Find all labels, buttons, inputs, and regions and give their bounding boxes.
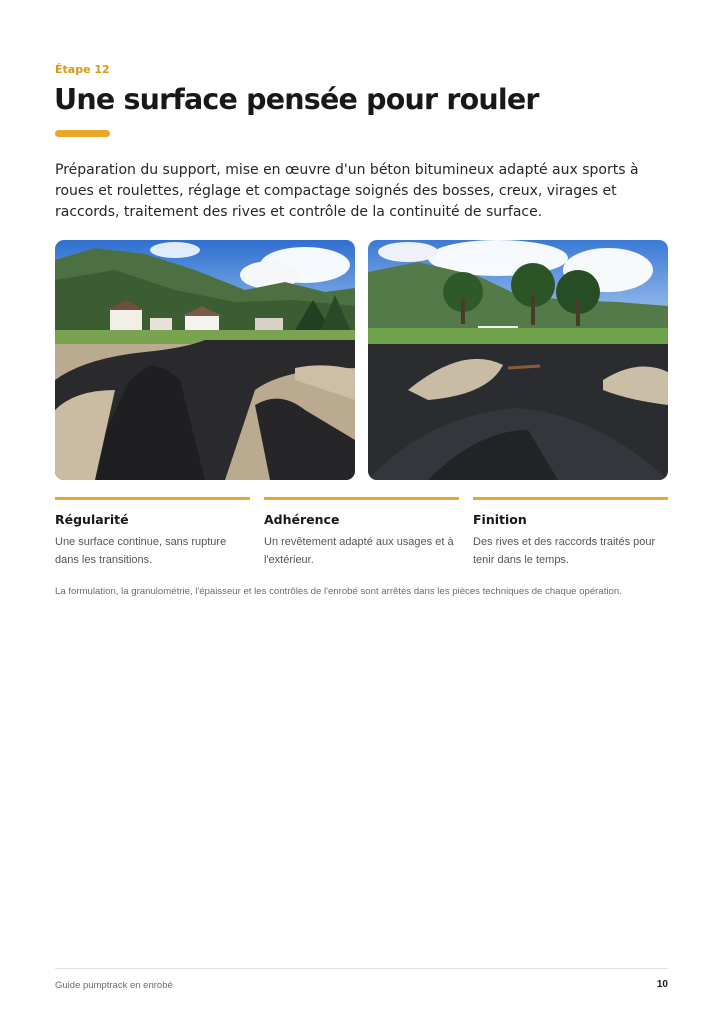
feature-title: Régularité xyxy=(55,512,129,527)
pumptrack-finished-photo xyxy=(368,240,668,480)
feature-text: Une surface continue, sans rupture dans les transitions. xyxy=(55,536,227,566)
feature-accent-bar xyxy=(55,497,250,500)
technical-note: La formulation, la granulométrie, l'épaisseur et les contrôles de l'enrobé sont arrêtés dans les pièces techniques de chaque opération. xyxy=(55,586,622,597)
footer-divider xyxy=(55,968,668,969)
feature-regularite xyxy=(55,497,250,569)
pumptrack-construction-photo xyxy=(55,240,355,480)
footer-document-title: Guide pumptrack en enrobé xyxy=(55,980,173,991)
page-number: 10 xyxy=(656,979,668,990)
feature-adherence xyxy=(264,497,459,569)
feature-accent-bar xyxy=(473,497,668,500)
title-accent-bar xyxy=(55,130,110,137)
feature-accent-bar xyxy=(264,497,459,500)
intro-paragraph: Préparation du support, mise en œuvre d'un béton bitumineux adapté aux sports à roues et roulettes, réglage et compactage soignés des bosses, creux, virages et raccords, traitement des rives et contrôle de la continuité de surface. xyxy=(55,162,639,220)
feature-finition xyxy=(473,497,668,569)
feature-text: Des rives et des raccords traités pour tenir dans le temps. xyxy=(473,536,656,566)
page-title: Une surface pensée pour rouler xyxy=(54,83,539,116)
feature-title: Adhérence xyxy=(264,512,340,527)
feature-text: Un revêtement adapté aux usages et à l'extérieur. xyxy=(264,536,454,566)
step-label: Étape 12 xyxy=(55,63,110,76)
feature-title: Finition xyxy=(473,512,527,527)
